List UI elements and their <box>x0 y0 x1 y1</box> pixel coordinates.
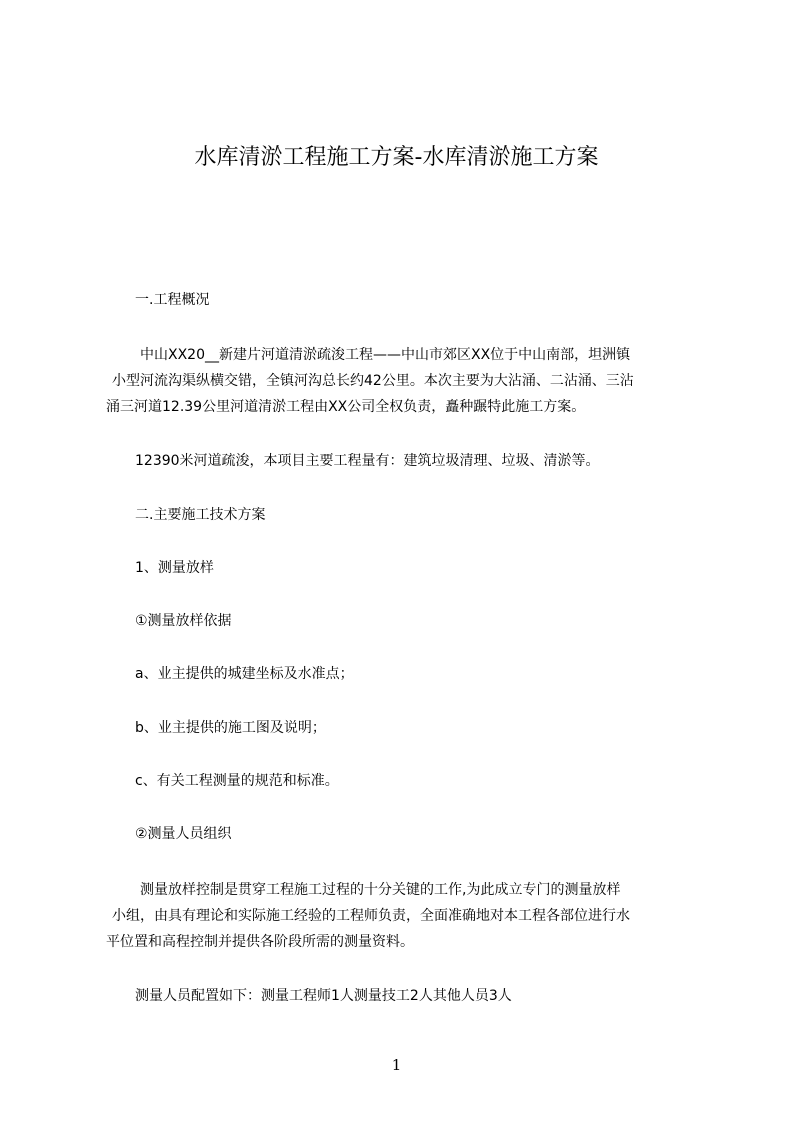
basis-item-a: a、业主提供的城建坐标及水准点； <box>135 666 354 682</box>
basis-item-b: b、业主提供的施工图及说明； <box>135 720 326 736</box>
organization-line-2: 小组，由具有理论和实际施工经验的工程师负责，全面准确地对本工程各部位进行水 <box>112 908 630 924</box>
overview-paragraph <box>106 342 701 420</box>
overview-line-2: 小型河流沟渠纵横交错，全镇河沟总长约42公里。本次主要为大沾涌、二沾涌、三沾 <box>112 373 634 389</box>
overview-line-1: 中山XX20__新建片河道清淤疏浚工程——中山市郊区XX位于中山南部，坦洲镇 <box>140 347 631 363</box>
section-heading-overview: 一.工程概况 <box>135 292 210 308</box>
organization-line-1: 测量放样控制是贯穿工程施工过程的十分关键的工作,为此成立专门的测量放样 <box>140 882 621 898</box>
page-number: 1 <box>391 1056 402 1074</box>
item-heading-survey-setout: 1、测量放样 <box>135 560 214 576</box>
scope-line: 12390米河道疏浚，本项目主要工程量有：建筑垃圾清理、垃圾、清淤等。 <box>135 453 600 469</box>
sub-heading-survey-basis: ①测量放样依据 <box>135 613 232 629</box>
basis-item-c: c、有关工程测量的规范和标准。 <box>135 773 339 789</box>
organization-paragraph <box>106 877 701 955</box>
staffing-line: 测量人员配置如下：测量工程师1人测量技工2人其他人员3人 <box>135 988 512 1004</box>
document-title: 水库清淤工程施工方案-水库清淤施工方案 <box>194 145 599 170</box>
sub-heading-survey-staff: ②测量人员组织 <box>135 826 232 842</box>
overview-line-3: 涌三河道12.39公里河道清淤工程由XX公司全权负责，矗种蹍特此施工方案。 <box>106 399 586 415</box>
section-heading-technical-plan: 二.主要施工技术方案 <box>135 507 266 523</box>
organization-line-3: 平位置和高程控制并提供各阶段所需的测量资料。 <box>106 934 414 950</box>
